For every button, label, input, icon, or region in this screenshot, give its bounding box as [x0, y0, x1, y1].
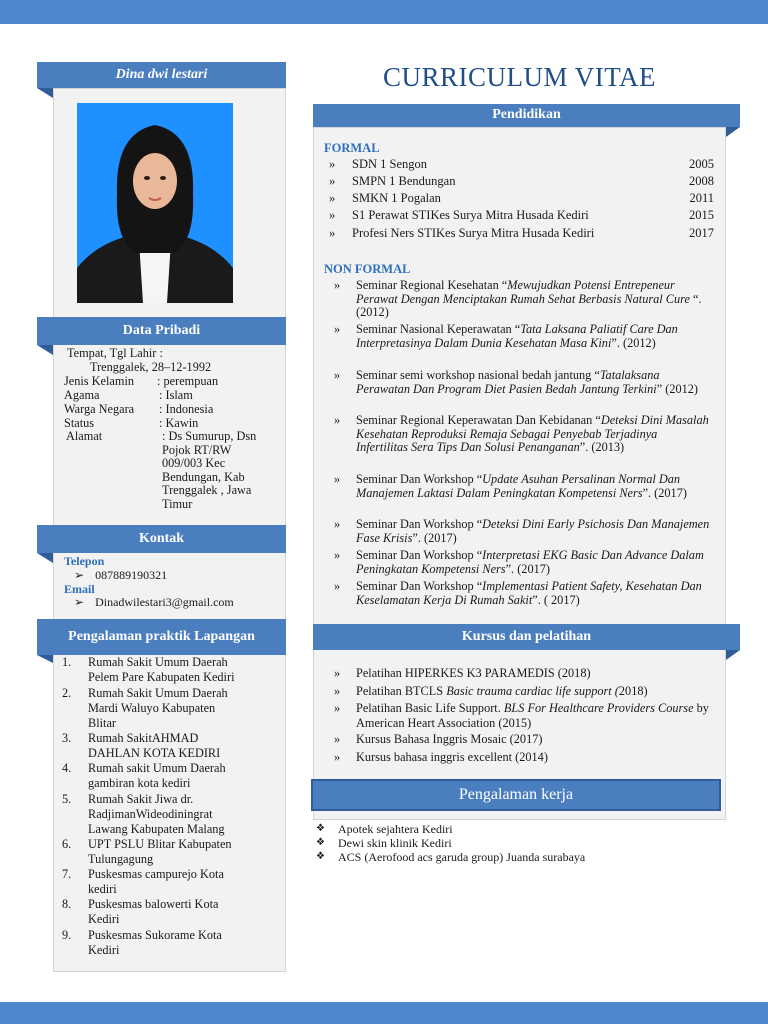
double-chevron-icon: »	[334, 750, 341, 764]
double-chevron-icon: »	[334, 684, 341, 698]
personal-value: : Islam	[159, 388, 193, 402]
nonformal-post: ”. ( 2017)	[532, 592, 580, 607]
nonformal-post: ”. (2012)	[611, 335, 656, 350]
nonformal-text	[356, 549, 712, 576]
edu-name: SDN 1 Sengon	[352, 157, 428, 171]
praktik-line: Puskesmas campurejo Kota	[88, 867, 224, 881]
praktik-line: Rumah Sakit Jiwa dr.	[88, 792, 194, 806]
kursus-text	[356, 750, 712, 765]
alamat-line: Trenggalek , Jawa	[162, 483, 252, 497]
formal-label: FORMAL	[324, 141, 380, 155]
kursus-text	[356, 732, 712, 747]
email-value[interactable]: Dinadwilestari3@gmail.com	[95, 595, 234, 609]
alamat-line: Bendungan, Kab	[162, 469, 245, 484]
ribbon-fold	[726, 127, 740, 137]
praktik-text	[88, 867, 277, 897]
praktik-number: 7.	[62, 867, 72, 881]
praktik-line: Mardi Waluyo Kabupaten	[88, 701, 216, 715]
praktik-number: 1.	[62, 655, 72, 669]
nonformal-pre: Seminar Dan Workshop “	[356, 548, 483, 562]
praktik-text	[88, 792, 277, 837]
nonformal-text	[356, 473, 712, 500]
double-chevron-icon: »	[334, 517, 341, 531]
double-chevron-icon: »	[329, 174, 336, 188]
praktik-line: kediri	[88, 882, 117, 896]
praktik-text	[88, 686, 277, 731]
kursus-pre: Pelatihan BTCLS	[356, 684, 447, 698]
kerja-text: Apotek sejahtera Kediri	[338, 822, 453, 836]
nonformal-text	[356, 323, 712, 350]
alamat-line: Pojok RT/RW	[162, 442, 232, 457]
nonformal-pre: Seminar Dan Workshop “	[356, 472, 483, 486]
praktik-line: Kediri	[88, 943, 120, 957]
nonformal-text	[356, 414, 712, 455]
nonformal-text	[356, 369, 712, 396]
praktik-text	[88, 928, 277, 958]
telepon-value[interactable]: 087889190321	[95, 568, 168, 582]
praktik-line: Rumah Sakit Umum Daerah	[88, 686, 228, 700]
nonformal-post: ”. (2017)	[642, 485, 687, 500]
praktik-text	[88, 655, 277, 685]
personal-label: Jenis Kelamin	[64, 374, 135, 388]
email-row	[74, 596, 234, 610]
arrowhead-icon: ➢	[74, 595, 85, 609]
double-chevron-icon: »	[334, 701, 341, 715]
kursus-heading: Kursus dan pelatihan	[461, 628, 592, 644]
kerja-text: Dewi skin klinik Kediri	[338, 836, 452, 850]
praktik-heading: Pengalaman praktik Lapangan	[68, 628, 255, 644]
personal-value: : Indonesia	[159, 402, 214, 416]
nonformal-pre: Seminar Nasional Keperawatan “	[356, 322, 521, 336]
name-ribbon	[37, 62, 286, 88]
nonformal-post: ”. (2017)	[505, 561, 550, 576]
edu-year: 2008	[689, 174, 714, 188]
diamond-bullet-icon: ❖	[316, 851, 325, 862]
personal-label: Status	[64, 416, 95, 430]
praktik-text	[88, 837, 277, 867]
telepon-row	[74, 569, 167, 583]
person-name: Dina dwi lestari	[115, 66, 208, 82]
nonformal-text	[356, 279, 712, 320]
praktik-line: Pelem Pare Kabupaten Kediri	[88, 670, 235, 684]
nonformal-pre: Seminar Regional Kesehatan “	[356, 278, 508, 292]
personal-value: : Kawin	[159, 416, 199, 430]
data-pribadi-ribbon	[37, 317, 286, 345]
kursus-pre: Kursus Bahasa Inggris Mosaic (2017)	[356, 732, 543, 746]
nonformal-pre: Seminar semi workshop nasional bedah jantung “	[356, 368, 600, 382]
alamat-line: 009/003 Kec	[162, 456, 226, 470]
praktik-ribbon	[37, 619, 286, 655]
praktik-line: Rumah SakitAHMAD	[88, 731, 199, 745]
kursus-pre: Pelatihan Basic Life Support.	[356, 701, 504, 715]
kursus-text	[356, 684, 712, 699]
nonformal-pre: Seminar Dan Workshop “	[356, 517, 483, 531]
kursus-text	[356, 666, 712, 681]
kursus-post: by American Heart Association (2015)	[356, 701, 709, 730]
praktik-line: Blitar	[88, 716, 117, 730]
edu-year: 2015	[689, 208, 714, 222]
nonformal-title: Mewujudkan Potensi Entrepeneur Perawat Dengan Menciptakan Rumah Sehat Berbasis Natural Cure	[356, 278, 690, 306]
edu-name: Profesi Ners STIKes Surya Mitra Husada Kediri	[352, 226, 595, 240]
top-band	[0, 0, 768, 24]
praktik-line: Puskesmas balowerti Kota	[88, 897, 219, 911]
edu-year: 2005	[689, 157, 714, 171]
double-chevron-icon: »	[334, 579, 341, 593]
diamond-bullet-icon: ❖	[316, 837, 325, 848]
praktik-text	[88, 761, 277, 791]
alamat-label: Alamat	[66, 429, 103, 443]
double-chevron-icon: »	[334, 472, 341, 486]
nonformal-post: ”. (2013)	[579, 440, 625, 455]
personal-label: Warga Negara	[64, 402, 135, 416]
telepon-label: Telepon	[64, 554, 105, 568]
diamond-bullet-icon: ❖	[316, 823, 325, 834]
nonformal-title: Tatalaksana Perawatan Dan Program Diet Pasien Bedah Jantung Terkini	[356, 368, 660, 396]
edu-name: S1 Perawat STIKes Surya Mitra Husada Kediri	[352, 208, 589, 222]
double-chevron-icon: »	[334, 548, 341, 562]
praktik-text	[88, 731, 277, 761]
nonformal-label: NON FORMAL	[324, 262, 411, 276]
double-chevron-icon: »	[329, 226, 336, 240]
nonformal-title: Deteksi Dini Early Psichosis Dan Manajemen Fase Krisis	[356, 517, 710, 545]
kursus-italic: BLS For Healthcare Providers Course	[503, 701, 694, 715]
edu-year: 2011	[689, 191, 714, 205]
alamat-line: : Ds Sumurup, Dsn	[162, 429, 257, 443]
praktik-line: gambiran kota kediri	[88, 776, 191, 790]
personal-label: Agama	[64, 388, 100, 402]
double-chevron-icon: »	[334, 368, 341, 382]
nonformal-post: “.(2012)	[356, 291, 702, 320]
edu-name: SMKN 1 Pogalan	[352, 191, 441, 205]
pendidikan-ribbon	[313, 104, 740, 127]
bottom-band	[0, 1002, 768, 1024]
kontak-heading: Kontak	[138, 530, 185, 546]
kerja-heading: Pengalaman kerja	[458, 785, 574, 803]
praktik-number: 5.	[62, 792, 72, 806]
double-chevron-icon: »	[334, 322, 341, 336]
double-chevron-icon: »	[334, 278, 341, 292]
nonformal-title: Implementasi Patient Safety, Kesehatan Dan Keselamatan Kerja Di Rumah Sakit	[356, 579, 702, 607]
profile-photo	[77, 103, 233, 303]
praktik-number: 9.	[62, 928, 72, 942]
praktik-number: 6.	[62, 837, 72, 851]
page-title: CURRICULUM VITAE	[382, 62, 657, 92]
ribbon-fold	[726, 650, 740, 660]
nonformal-title: Tata Laksana Paliatif Care Dan Interpretasinya Dalam Dunia Kesehatan Masa Kini	[356, 322, 678, 350]
double-chevron-icon: »	[334, 413, 341, 427]
kerja-ribbon	[311, 779, 721, 811]
praktik-number: 4.	[62, 761, 72, 775]
praktik-line: DAHLAN KOTA KEDIRI	[88, 746, 221, 760]
ttl-label: Tempat, Tgl Lahir :	[67, 346, 163, 360]
praktik-line: RadjimanWideodiningrat	[88, 807, 213, 821]
alamat-line: Timur	[162, 496, 193, 511]
kerja-text: ACS (Aerofood acs garuda group) Juanda surabaya	[338, 850, 586, 864]
ribbon-fold	[37, 88, 53, 98]
nonformal-title: Interpretasi EKG Basic Dan Advance Dalam Peningkatan Kompetensi Ners	[356, 548, 704, 576]
praktik-line: Tulungagung	[88, 852, 154, 866]
nonformal-title: Update Asuhan Persalinan Normal Dan Manajemen Laktasi Dalam Peningkatan Kompetensi Ners	[356, 472, 681, 500]
nonformal-post: ”. (2017)	[412, 530, 457, 545]
edu-name: SMPN 1 Bendungan	[352, 174, 456, 188]
kursus-pre: Pelatihan HIPERKES K3 PARAMEDIS (2018)	[356, 666, 591, 680]
praktik-line: Lawang Kabupaten Malang	[88, 822, 225, 836]
arrowhead-icon: ➢	[74, 568, 85, 582]
double-chevron-icon: »	[329, 191, 336, 205]
nonformal-text	[356, 518, 712, 545]
double-chevron-icon: »	[329, 157, 336, 171]
nonformal-pre: Seminar Regional Keperawatan Dan Kebidanan “	[356, 413, 601, 427]
kursus-italic: Basic trauma cardiac life support (	[446, 684, 619, 698]
email-label: Email	[64, 582, 95, 596]
praktik-number: 8.	[62, 897, 72, 911]
double-chevron-icon: »	[334, 666, 341, 680]
praktik-line: Rumah sakit Umum Daerah	[88, 761, 226, 775]
edu-year: 2017	[689, 226, 714, 240]
kursus-pre: Kursus bahasa inggris excellent (2014)	[356, 750, 548, 764]
ribbon-fold	[37, 655, 53, 663]
personal-value: : perempuan	[157, 374, 219, 388]
nonformal-post: ” (2012)	[656, 381, 699, 396]
ribbon-fold	[37, 553, 53, 563]
kursus-post: 2018)	[618, 684, 648, 698]
nonformal-text	[356, 580, 712, 607]
praktik-text	[88, 897, 277, 927]
ttl-value: Trenggalek, 28–12-1992	[90, 360, 212, 374]
double-chevron-icon: »	[334, 732, 341, 746]
nonformal-pre: Seminar Dan Workshop “	[356, 579, 483, 593]
praktik-line: Rumah Sakit Umum Daerah	[88, 655, 228, 669]
data-pribadi-heading: Data Pribadi	[122, 322, 201, 338]
praktik-line: UPT PSLU Blitar Kabupaten	[88, 837, 232, 851]
pendidikan-heading: Pendidikan	[492, 107, 561, 123]
praktik-number: 2.	[62, 686, 72, 700]
praktik-line: Kediri	[88, 912, 120, 926]
nonformal-title: Deteksi Dini Masalah Kesehatan Reproduksi Remaja Sebagai Penyebab Terjadinya Infertilitas Sera Tips Dan Solusi Penanganan	[356, 413, 709, 455]
kontak-ribbon	[37, 525, 286, 553]
kursus-ribbon	[313, 624, 740, 650]
kursus-text	[356, 701, 712, 731]
praktik-line: Puskesmas Sukorame Kota	[88, 928, 222, 942]
praktik-number: 3.	[62, 731, 72, 745]
double-chevron-icon: »	[329, 208, 336, 222]
ribbon-fold	[37, 345, 53, 355]
